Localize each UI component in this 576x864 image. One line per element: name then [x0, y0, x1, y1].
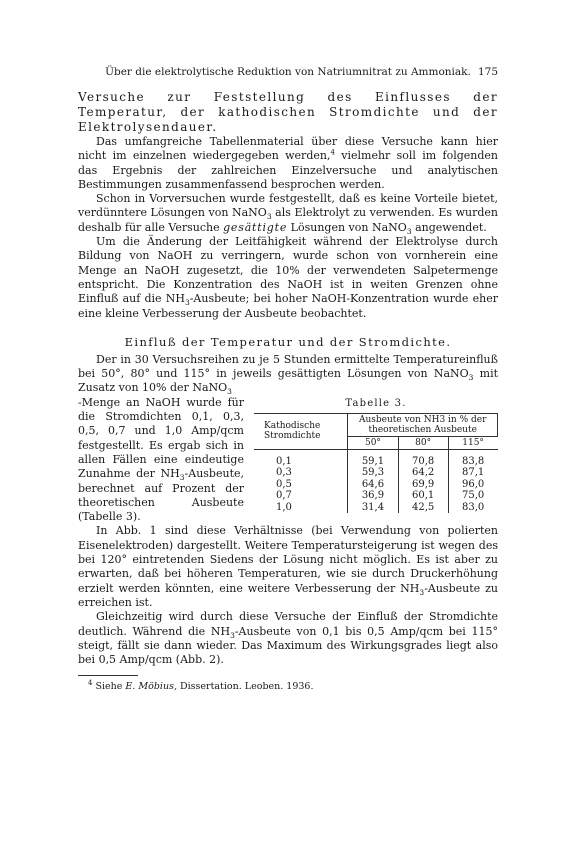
footnote-rule: [78, 675, 138, 676]
subsection-title: Einfluß der Temperatur und der Stromdichte.: [124, 334, 452, 349]
results-table: [254, 413, 498, 514]
col-header: 80°: [398, 436, 448, 449]
paragraph-4-cont: -Menge an NaOH wurde für die Stromdichten 0,1, 0,3, 0,5, 0,7 und 1,0 Amp/qcm festgestellt. Es ergab sich in allen Fällen eine eindeutige Zunahme der $NH_3$-Ausbeute, berechnet auf Prozent der theoretischen Ausbeute (Tabelle 3).: [78, 395, 244, 524]
paragraph-3: Um die Änderung der Leitfähigkeit während der Elektrolyse durch Bildung von NaOH zu verringern, wurde schon von vornherein eine Menge an NaOH zugesetzt, die 10% der verwendeten Salpetermenge entspricht. Die Konzentration des NaOH ist in weiten Grenzen ohne Einfluß auf die $NH_3$-Ausbeute; bei hoher NaOH-Konzentration wurde eher eine kleine Verbesserung der Ausbeute beobachtet.: [78, 235, 498, 320]
table-row: 0,1 59,1 70,8 83,8: [254, 449, 498, 467]
footnote-ref: 4: [330, 148, 335, 157]
paragraph-2: Schon in Vorversuchen wurde festgestellt, daß es keine Vorteile bietet, verdünntere Lösungen von NaNO$_3$ als Elektrolyt zu verwenden. Es wurden deshalb für alle Versuche gesättigte Lösungen von NaNO$_3$ angewendet.: [78, 192, 499, 236]
page: [78, 66, 498, 695]
table-text-block: [78, 353, 498, 525]
footnote: $^4$ Siehe E. Möbius, Dissertation. Leoben. 1936.: [88, 679, 314, 693]
paragraph-4-intro: Der in 30 Versuchsreihen zu je 5 Stunden ermittelte Temperatureinfluß bei 50°, 80° und 115° in jeweils gesättigten Lösungen von NaNO$_3$ mit Zusatz von 10% der NaNO$_3$: [78, 352, 499, 397]
row-header: Kathodische Stromdichte: [254, 413, 348, 449]
col-header: 115°: [448, 436, 497, 449]
table-caption: Tabelle 3.: [345, 397, 407, 409]
running-head: [78, 66, 498, 82]
table-row: 0,7 36,9 60,1 75,0: [254, 490, 498, 502]
section-title: Versuche zur Feststellung des Einflusses der Temperatur, der kathodischen Stromdichte und der Elektrolysendauer.: [78, 90, 498, 134]
running-head-title: Über die elektrolytische Reduktion von Natriumnitrat zu Ammoniak.: [105, 66, 471, 78]
page-number: 175: [477, 66, 498, 78]
table-3: [254, 398, 498, 514]
table-row: 0,5 64,6 69,9 96,0: [254, 479, 498, 491]
paragraph-1: Das umfangreiche Tabellenmaterial über diese Versuche kann hier nicht im einzelnen wiedergegeben werden,$^4$ vielmehr soll im folgenden das Ergebnis der zahlreichen Einzelversuche und analytischen Bestimmungen zusammenfassend besprochen werden.: [78, 135, 499, 191]
table-row: 0,3 59,3 64,2 87,1: [254, 467, 498, 479]
paragraph-6: Gleichzeitig wird durch diese Versuche der Einfluß der Stromdichte deutlich. Während die $NH_3$-Ausbeute von 0,1 bis 0,5 Amp/qcm bei 115° steigt, fällt sie dann wieder. Das Maximum des Wirkungsgrades liegt also bei 0,5 Amp/qcm (Abb. 2).: [78, 610, 498, 667]
col-header: 50°: [348, 436, 398, 449]
table-row: 1,0 31,4 42,5 83,0: [254, 502, 498, 514]
paragraph-5: In Abb. 1 sind diese Verhältnisse (bei Verwendung von polierten Eisenelektroden) dargestellt. Weitere Temperatursteigerung ist wegen des bei 120° eintretenden Siedens der Lösung nicht möglich. Es ist aber zu erwarten, daß bei höheren Temperaturen, wie sie durch Druckerhöhung erzielt werden könnten, eine weitere Verbesserung der $NH_3$-Ausbeute zu erreichen ist.: [78, 524, 498, 609]
group-header: Ausbeute von NH3 in % der theoretischen Ausbeute: [348, 413, 498, 436]
